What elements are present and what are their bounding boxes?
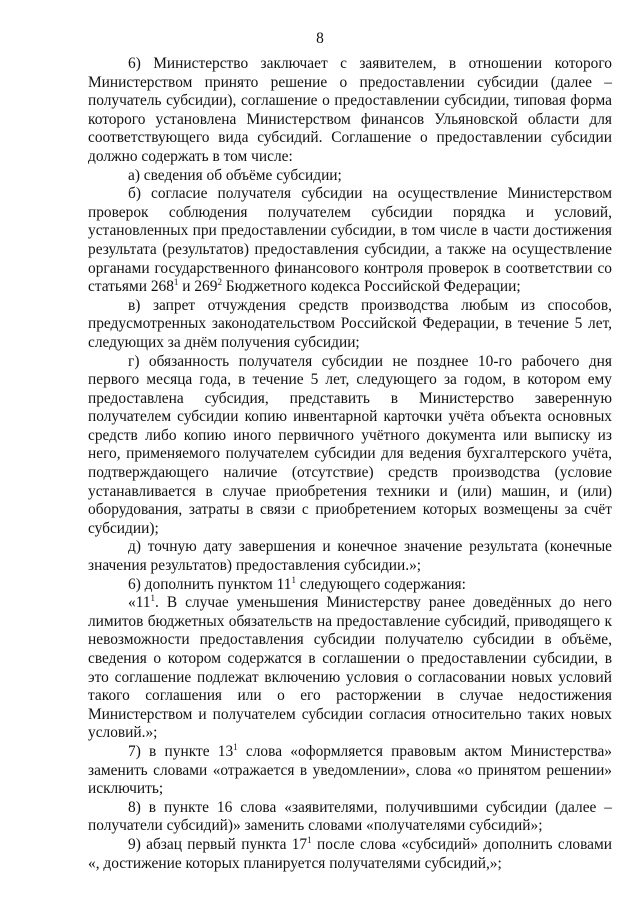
paragraph-text: и 269 — [178, 278, 218, 296]
paragraph-text: г) обязанность получателя субсидии не позднее 10-го рабочего дня первого месяца года, в течение 5 лет, следующего за годом, в котором ему предоставлена субсидия, представить в Министерство заверенную получателем субсидии копию инвентарной карточки учёта объекта основных средств либо копию иного первичного учётного документа или выписку из него, применяемого получателем субсидии для ведения бухгалтерского учёта, подтверждающего наличие (отсутствие) средств производства (условие устанавливается в случае приобретения техники и (или) машин, и (или) оборудования, затраты в связи с приобретением которых возмещены за счёт субсидии); — [88, 352, 612, 537]
paragraph-item-7 — [88, 743, 612, 799]
paragraph-subitem-a — [88, 167, 612, 186]
page-number: 8 — [316, 30, 324, 47]
paragraph-text: . В случае уменьшения Министерству ранее доведённых до него лимитов бюджетных обязательств на предоставление субсидий, приводящего к невозможности предоставления субсидии получателю субсидии в объёме, сведения о котором содержатся в соглашении о предоставлении субсидии, в это соглашение подлежат включению условия о согласовании новых условий такого соглашения или о его расторжении в случае недостижения Министерством и получателем субсидии согласия относительно таких новых условий.»; — [88, 594, 612, 742]
paragraph-text: следующего содержания: — [295, 575, 466, 593]
document-body — [88, 55, 612, 873]
paragraph-text: 6) дополнить пунктом 11 — [128, 575, 292, 593]
paragraph-point-11-1 — [88, 594, 612, 743]
paragraph-text: Бюджетного кодекса Российской Федерации; — [221, 278, 521, 296]
paragraph-text: 6) Министерство заключает с заявителем, в отношении которого Министерством принято решение о предоставлении субсидии (далее – получатель субсидии), соглашение о предоставлении субсидии, типовая форма которого установлена Министерством финансов Ульяновской области для соответствующего вида субсидий. Соглашение о предоставлении субсидии должно содержать в том числе: — [88, 55, 612, 165]
paragraph-text: б) согласие получателя субсидии на осуществление Министерством проверок соблюдения получателем субсидии порядка и условий, установленных при предоставлении субсидии, в том числе в части достижения результата (результатов) предоставления субсидии, а также на осуществление органами государственного финансового контроля проверок в соответствии со статьями 268 — [88, 185, 612, 296]
superscript: 1 — [291, 574, 296, 585]
paragraph-text: 9) абзац первый пункта 17 — [128, 835, 308, 853]
paragraph-text: д) точную дату завершения и конечное значение результата (конечные значения результатов) предоставления субсидии.»; — [88, 538, 612, 575]
paragraph-item-8 — [88, 799, 612, 836]
paragraph-text: слова «оформляется правовым актом Министерства» заменить словами «отражается в уведомлении», слова «о принятом решении» исключить; — [88, 742, 612, 798]
paragraph-item-6-add-point — [88, 576, 612, 595]
superscript: 2 — [217, 277, 222, 288]
paragraph-subitem-v — [88, 297, 612, 353]
paragraph-subitem-d — [88, 538, 612, 575]
superscript: 1 — [173, 277, 179, 288]
superscript: 1 — [307, 834, 312, 845]
paragraph-text: 7) в пункте 13 — [128, 742, 234, 760]
paragraph-text: «11 — [128, 594, 151, 612]
paragraph-text: а) сведения об объёме субсидии; — [128, 166, 342, 184]
paragraph-subitem-b — [88, 185, 612, 297]
superscript: 1 — [150, 593, 156, 604]
paragraph-text: после слова «субсидий» дополнить словами «, достижение которых планируется получателями субсидий,»; — [88, 835, 612, 872]
paragraph-text: в) запрет отчуждения средств производства любым из способов, предусмотренных законодательством Российской Федерации, в течение 5 лет, следующих за днём получения субсидии; — [88, 296, 612, 351]
paragraph-text: 8) в пункте 16 слова «заявителями, получившими субсидии (далее – получатели субсидий)» заменить словами «получателями субсидий»; — [88, 798, 612, 835]
superscript: 1 — [233, 741, 238, 752]
paragraph-item-9 — [88, 836, 612, 873]
paragraph-subitem-g — [88, 353, 612, 539]
paragraph-item-6-agreement — [88, 55, 612, 167]
